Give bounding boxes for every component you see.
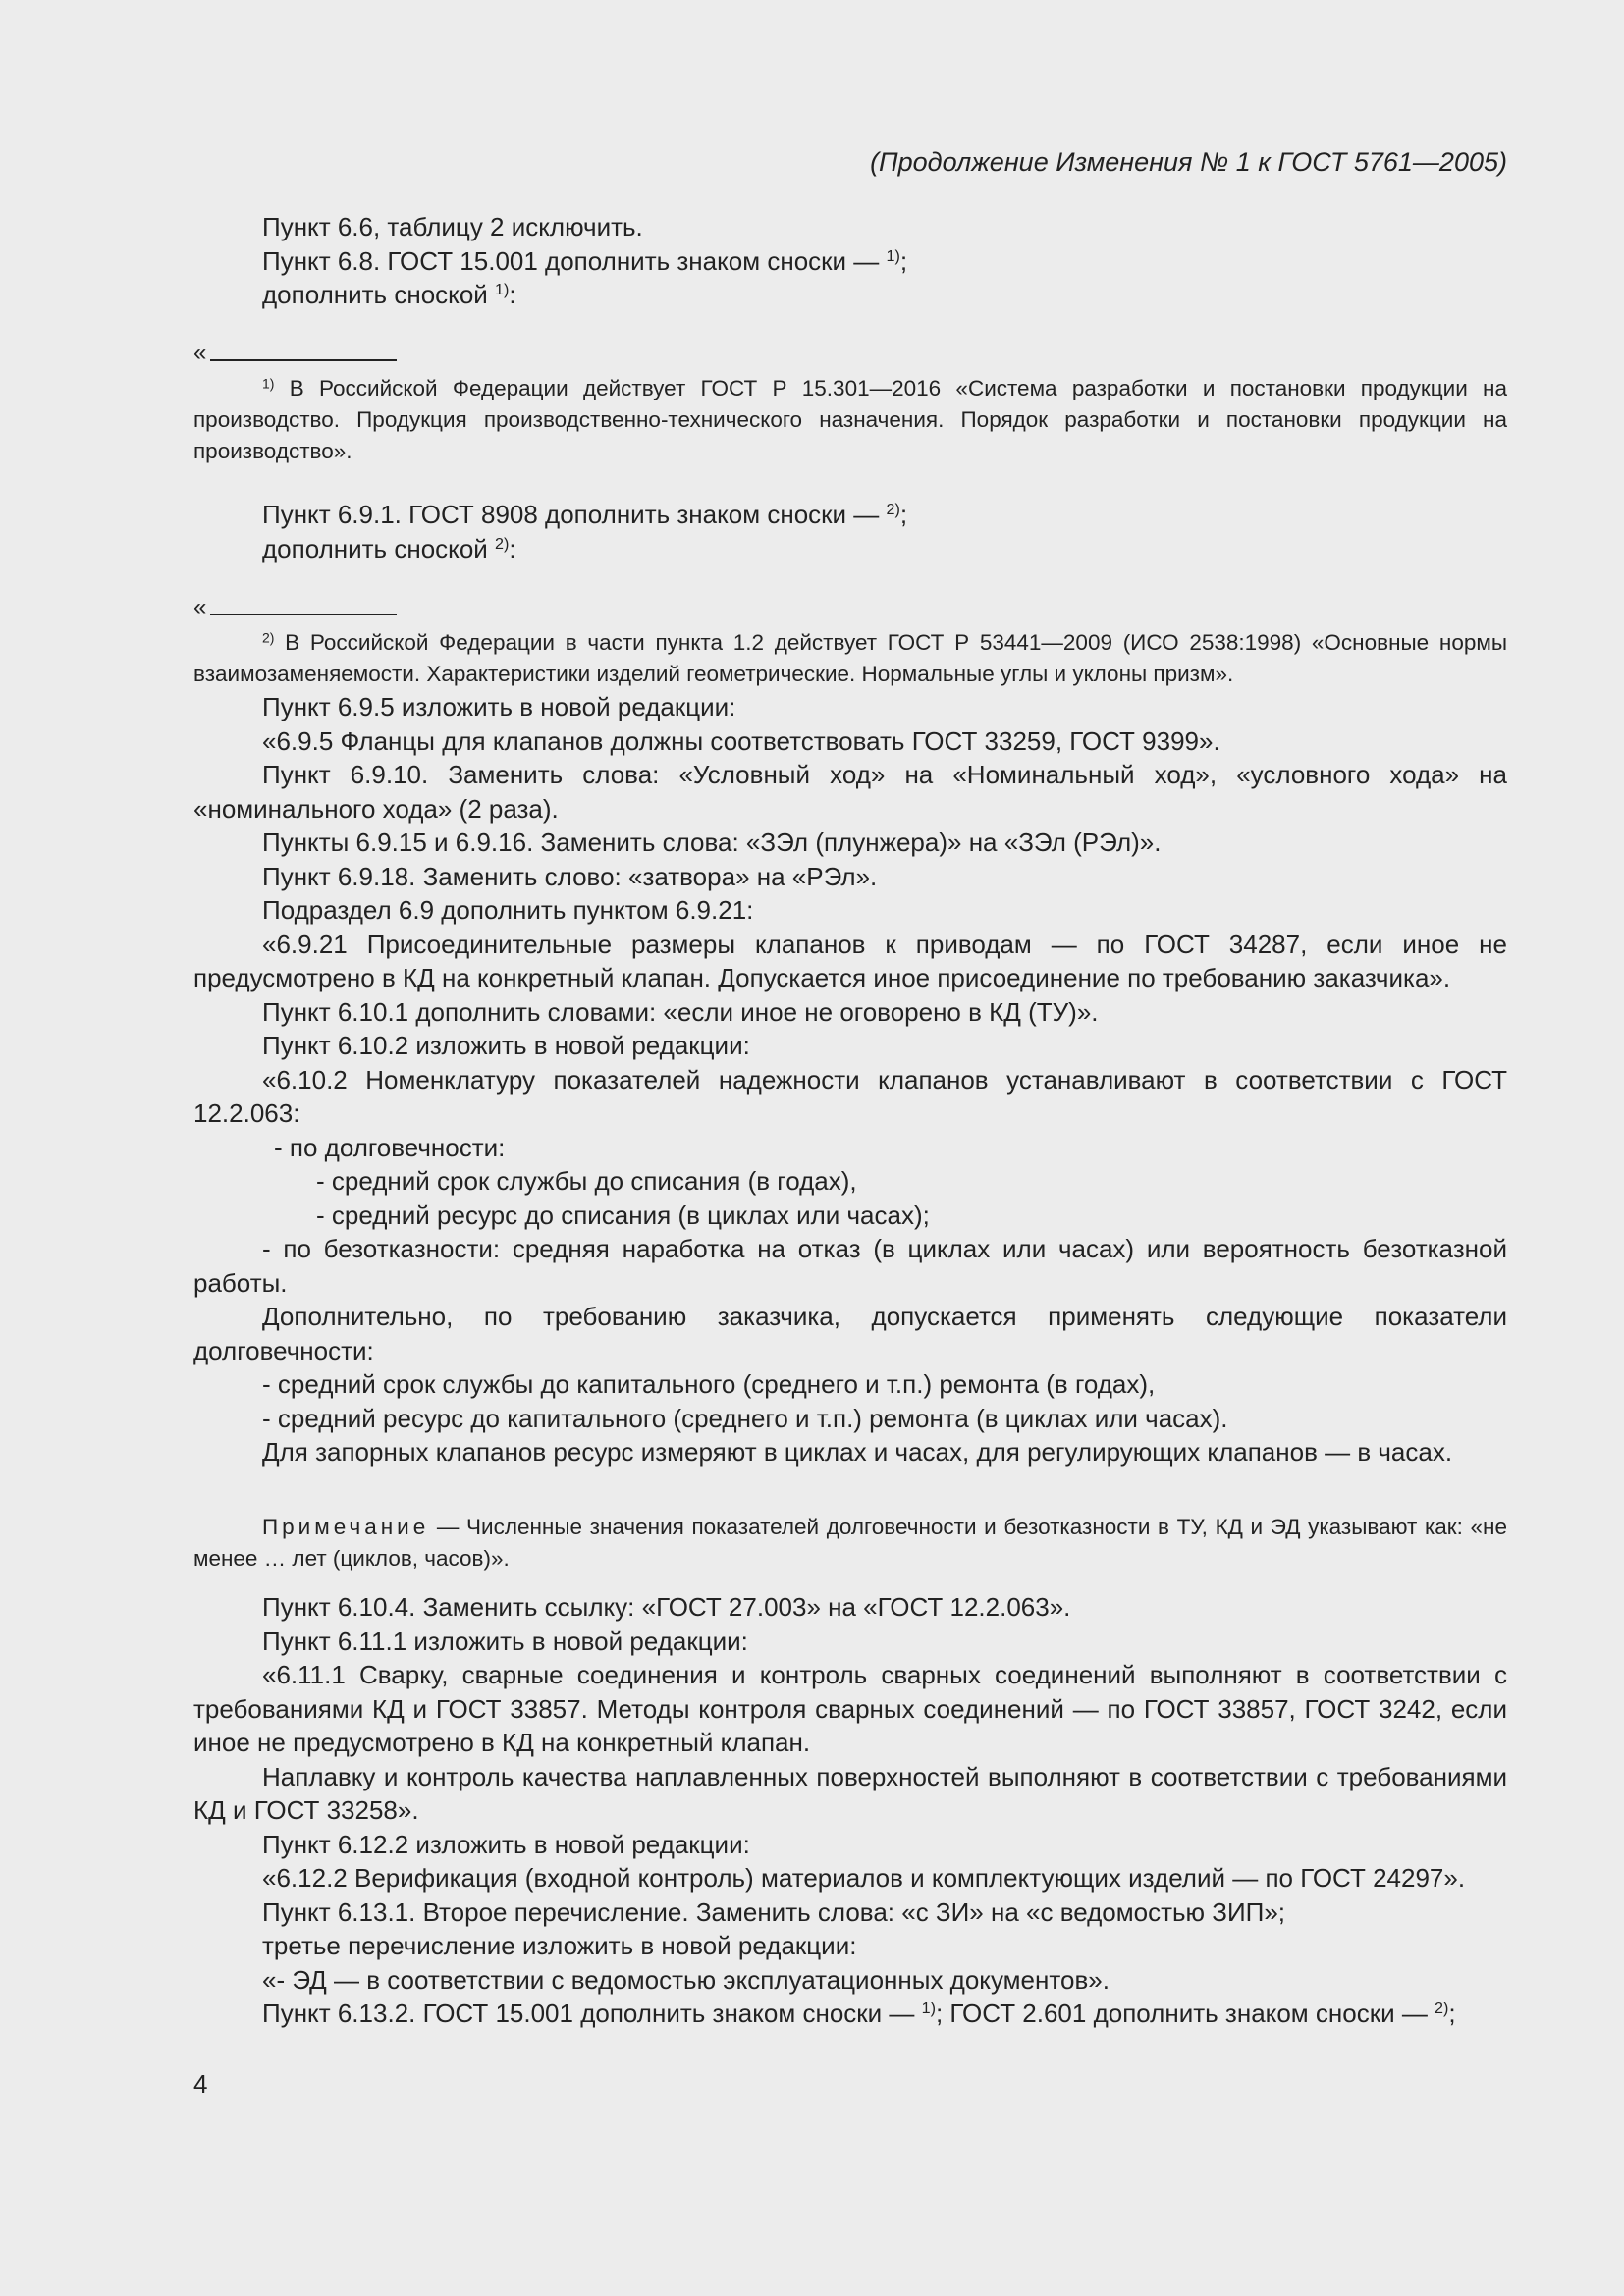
paragraph: Пункт 6.6, таблицу 2 исключить. [262,212,643,241]
paragraph: - по безотказности: средняя наработка на отказ (в циклах или часах) или вероятность безотказной работы. [193,1234,1507,1298]
footnote-text: $^{1)}$ В Российской Федерации действует ГОСТ Р 15.301—2016 «Система разработки и постановки продукции на производство. Продукция производственно-технического назначения. Порядок разработки и постановки продукции на производство». [193,375,1507,463]
amendment-block-2 [193,498,1507,565]
paragraph: Пункты 6.9.15 и 6.9.16. Заменить слова: «ЗЭл (плунжера)» на «ЗЭл (РЭл)». [262,828,1162,857]
note-label: Примечание [262,1515,430,1539]
paragraph: «6.9.5 Фланцы для клапанов должны соответствовать ГОСТ 33259, ГОСТ 9399». [262,725,1220,756]
paragraph: третье перечисление изложить в новой редакции: [262,1931,857,1960]
footnote-separator: « [193,342,1507,367]
paragraph: Пункт 6.8. ГОСТ 15.001 дополнить знаком сноски — $^{1)}$; [262,245,908,276]
paragraph: дополнить сноской $^{1)}$: [262,280,516,309]
paragraph: «- ЭД — в соответствии с ведомостью эксплуатационных документов». [262,1964,1110,1995]
paragraph: Пункт 6.10.4. Заменить ссылку: «ГОСТ 27.003» на «ГОСТ 12.2.063». [262,1592,1071,1622]
paragraph: «6.9.21 Присоединительные размеры клапанов к приводам — по ГОСТ 34287, если иное не предусмотрено в КД на конкретный клапан. Допускается иное присоединение по требованию заказчика». [193,929,1507,992]
paragraph: Пункт 6.10.2 изложить в новой редакции: [262,1031,750,1060]
note [193,1512,1507,1575]
footnote-separator: « [193,596,1507,621]
page-header: (Продолжение Изменения № 1 к ГОСТ 5761—2005) [870,147,1507,177]
paragraph: «6.12.2 Верификация (входной контроль) материалов и комплектующих изделий — по ГОСТ 24297». [262,1863,1466,1893]
paragraph: Наплавку и контроль качества наплавленных поверхностей выполняют в соответствии с требованиями КД и ГОСТ 33258». [193,1761,1507,1825]
footnote-1 [193,342,1507,467]
list-heading: - по долговечности: [274,1132,506,1162]
list-item: - средний ресурс до списания (в циклах или часах); [316,1200,930,1230]
paragraph: дополнить сноской $^{2)}$: [262,533,516,563]
list-item: - средний срок службы до списания (в годах), [316,1166,857,1196]
paragraph: Пункт 6.13.1. Второе перечисление. Заменить слова: «с ЗИ» на «с ведомостью ЗИП»; [262,1896,1286,1927]
footnote-text: $^{2)}$ В Российской Федерации в части пункта 1.2 действует ГОСТ Р 53441—2009 (ИСО 2538:1998) «Основные нормы взаимозаменяемости. Характеристики изделий геометрические. Нормальные углы и уклоны призм». [193,629,1507,686]
paragraph: Пункт 6.9.1. ГОСТ 8908 дополнить знаком сноски — $^{2)}$; [262,500,908,529]
paragraph: Пункт 6.10.1 дополнить словами: «если иное не оговорено в КД (ТУ)». [262,996,1099,1027]
paragraph: Пункт 6.13.2. ГОСТ 15.001 дополнить знаком сноски — $^{1)}$; ГОСТ 2.601 дополнить знаком сноски — $^{2)}$; [262,1999,1456,2028]
amendment-block-1 [193,210,1507,312]
paragraph: Пункт 6.9.18. Заменить слово: «затвора» на «РЭл». [262,861,878,891]
paragraph: «6.11.1 Сварку, сварные соединения и контроль сварных соединений выполняют в соответствии с требованиями КД и ГОСТ 33857. Методы контроля сварных соединений — по ГОСТ 33857, ГОСТ 3242, если иное не предусмотрено в КД на конкретный клапан. [193,1660,1507,1757]
footnote-2 [193,596,1507,690]
paragraph: Дополнительно, по требованию заказчика, допускается применять следующие показатели долговечности: [193,1302,1507,1365]
amendment-block-3 [193,690,1507,1469]
paragraph: Пункт 6.11.1 изложить в новой редакции: [262,1626,748,1656]
paragraph: Пункт 6.9.10. Заменить слова: «Условный ход» на «Номинальный ход», «условного хода» на «номинального хода» (2 раза). [193,760,1507,824]
paragraph: Подраздел 6.9 дополнить пунктом 6.9.21: [262,895,754,925]
paragraph: «6.10.2 Номенклатуру показателей надежности клапанов устанавливают в соответствии с ГОСТ 12.2.063: [193,1064,1507,1128]
amendment-block-5 [193,1590,1507,2031]
paragraph: Для запорных клапанов ресурс измеряют в циклах и часах, для регулирующих клапанов — в часах. [262,1437,1453,1467]
note-text: Примечание — Численные значения показателей долговечности и безотказности в ТУ, КД и ЭД указывают как: «не менее … лет (циклов, часов)». [193,1515,1507,1571]
paragraph: Пункт 6.9.5 изложить в новой редакции: [262,692,736,721]
list-item: - средний срок службы до капитального (среднего и т.п.) ремонта (в годах), [262,1369,1156,1399]
list-item: - средний ресурс до капитального (среднего и т.п.) ремонта (в циклах или часах). [262,1403,1228,1433]
page-number: 4 [193,2069,208,2099]
paragraph: Пункт 6.12.2 изложить в новой редакции: [262,1829,750,1859]
